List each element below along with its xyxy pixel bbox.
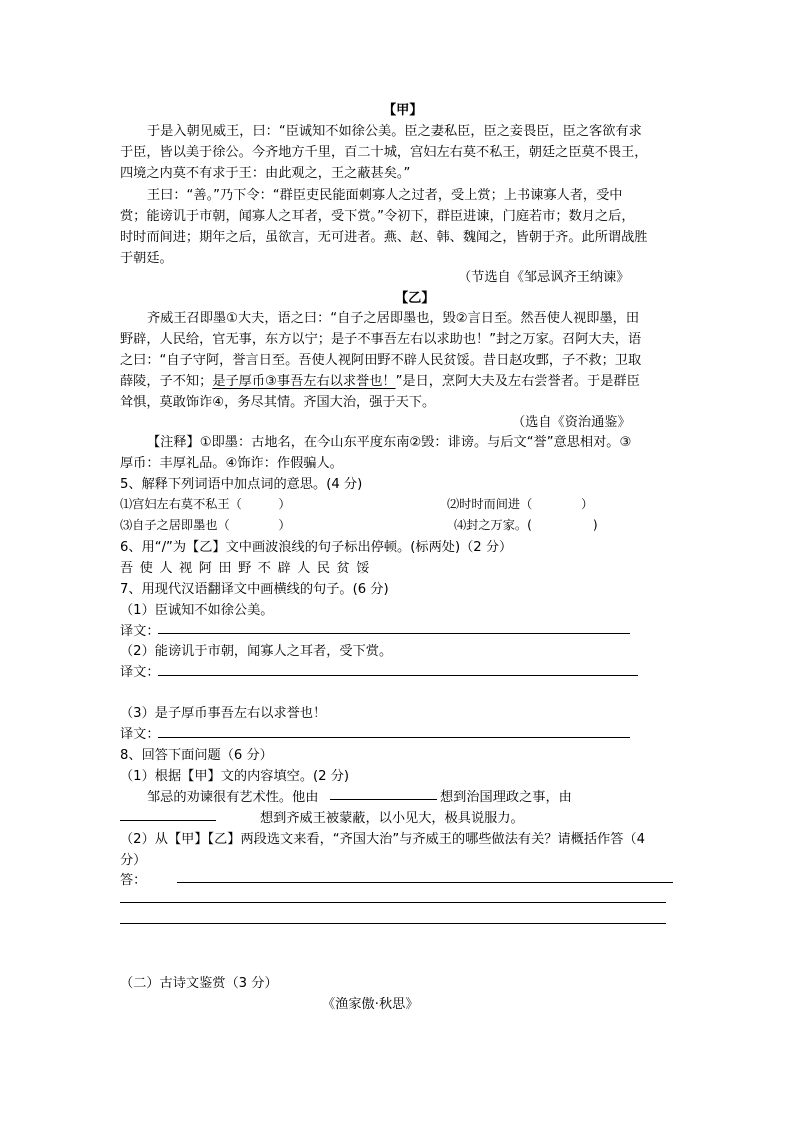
answer-label: 答： [120,873,147,888]
jia-text-line: 时时而间进；期年之后，虽欲言，无可进者。燕、赵、韩、魏闻之，皆朝于齐。此所谓战胜 [120,230,648,245]
note-line: 【注释】①即墨：古地名，在今山东平度东南②毁：诽谤。与后文“誉”意思相对。③ [147,435,632,450]
yi-text-line: 耸惧，莫敢饰诈④，务尽其情。齐国大治，强于天下。 [120,395,436,410]
question-7-title: 7、用现代汉语翻译文中画横线的句子。(6 分) [120,582,389,597]
question-6-sentence: 吾使人视阿田野不辟人民贫馁 [120,561,376,576]
question-8-subquestion-2: （2）从【甲】【乙】两段选文来看，“齐国大治”与齐威王的哪些做法有关？请概括作答（4 [120,832,645,847]
yi-text-line: 齐威王召即墨①大夫，语之曰：“自子之居即墨也，毁②言日至。然吾使人视即墨，田 [147,311,640,326]
jia-text-line: 于是入朝见威王，曰：“臣诚知不如徐公美。臣之妻私臣，臣之妾畏臣，臣之客欲有求 [147,124,642,139]
jia-text-line: 四境之内莫不有求于王：由此观之，王之蔽甚矣。” [120,166,411,181]
question-8-subquestion-2-cont: 分） [120,853,147,868]
poem-title: 《渔家傲·秋思》 [322,997,419,1012]
question-5-item-1: ⑴宫妇左右莫不私王（ ） [120,497,291,511]
question-8-subquestion-1: （1）根据【甲】文的内容填空。(2 分) [120,769,350,784]
yi-text-line [120,370,640,389]
translation-label: 译文： [120,727,160,742]
question-5-title: 5、解释下列词语中加点词的意思。(4 分) [120,477,363,492]
jia-source: （节选自《邹忌讽齐王纳谏》 [458,270,630,285]
fill-blank[interactable] [120,820,216,821]
question-6-title: 6、用“/”为【乙】文中画波浪线的句子标出停顿。(标两处)（2 分） [120,540,513,555]
note-line: 厚币：丰厚礼品。④饰诈：作假骗人。 [120,456,343,471]
answer-line[interactable] [158,675,638,676]
jia-heading: 【甲】 [383,103,423,118]
question-7-sentence-1: （1）臣诚知不如徐公美。 [120,603,274,618]
fill-text: 想到治国理政之事，由 [440,790,572,805]
question-8-title: 8、回答下面问题（6 分） [120,748,273,763]
yi-text-line: 之曰：“自子守阿，誉言日至。吾使人视阿田野不辟人民贫馁。昔日赵攻鄄，子不救；卫取 [120,353,642,368]
jia-text-line: 于朝廷。 [120,251,173,266]
yi-text-segment: 薛陵，子不知； [120,374,213,389]
question-7-sentence-2: （2）能谤讥于市朝，闻寡人之耳者，受下赏。 [120,644,393,659]
question-5-item-2: ⑵时时而间进（ ） [447,497,594,511]
fill-blank[interactable] [330,799,437,800]
yi-text-segment: ”是日，烹阿大夫及左右尝誉者。于是群臣 [395,374,640,389]
yi-text-line: 野辟，人民给，官无事，东方以宁；是子不事吾左右以求助也！”封之万家。召阿大夫，语 [120,332,642,347]
fill-text: 邹忌的劝谏很有艺术性。他由 [147,790,319,805]
underlined-sentence: 是子厚币③事吾左右以求誉也！ [212,374,396,389]
jia-text-line: 于臣，皆以美于徐公。今齐地方千里，百二十城，宫妇左右莫不私王，朝廷之臣莫不畏王， [120,145,648,160]
fill-text: 想到齐威王被蒙蔽，以小见大，极具说服力。 [260,811,524,826]
question-7-sentence-3: （3）是子厚币事吾左右以求誉也！ [120,706,327,721]
question-5-item-3: ⑶自子之居即墨也（ ） [120,518,291,532]
translation-label: 译文： [120,624,160,639]
yi-source: （选自《资治通鉴》 [512,415,631,430]
answer-line[interactable] [177,882,673,883]
jia-text-line: 王曰：“善。”乃下令：“群臣吏民能面刺寡人之过者，受上赏；上书谏寡人者，受中 [147,188,623,203]
answer-line[interactable] [120,923,666,924]
section-2-title: （二）古诗文鉴赏（3 分） [120,976,278,991]
answer-line[interactable] [158,633,630,634]
answer-line[interactable] [120,902,666,903]
question-5-item-4: ⑷封之万家。( ) [454,518,598,532]
yi-heading: 【乙】 [395,291,435,306]
translation-label: 译文： [120,665,160,680]
answer-line[interactable] [158,737,630,738]
jia-text-line: 赏；能谤讥于市朝，闻寡人之耳者，受下赏。”令初下，群臣进谏，门庭若市；数月之后， [120,209,635,224]
